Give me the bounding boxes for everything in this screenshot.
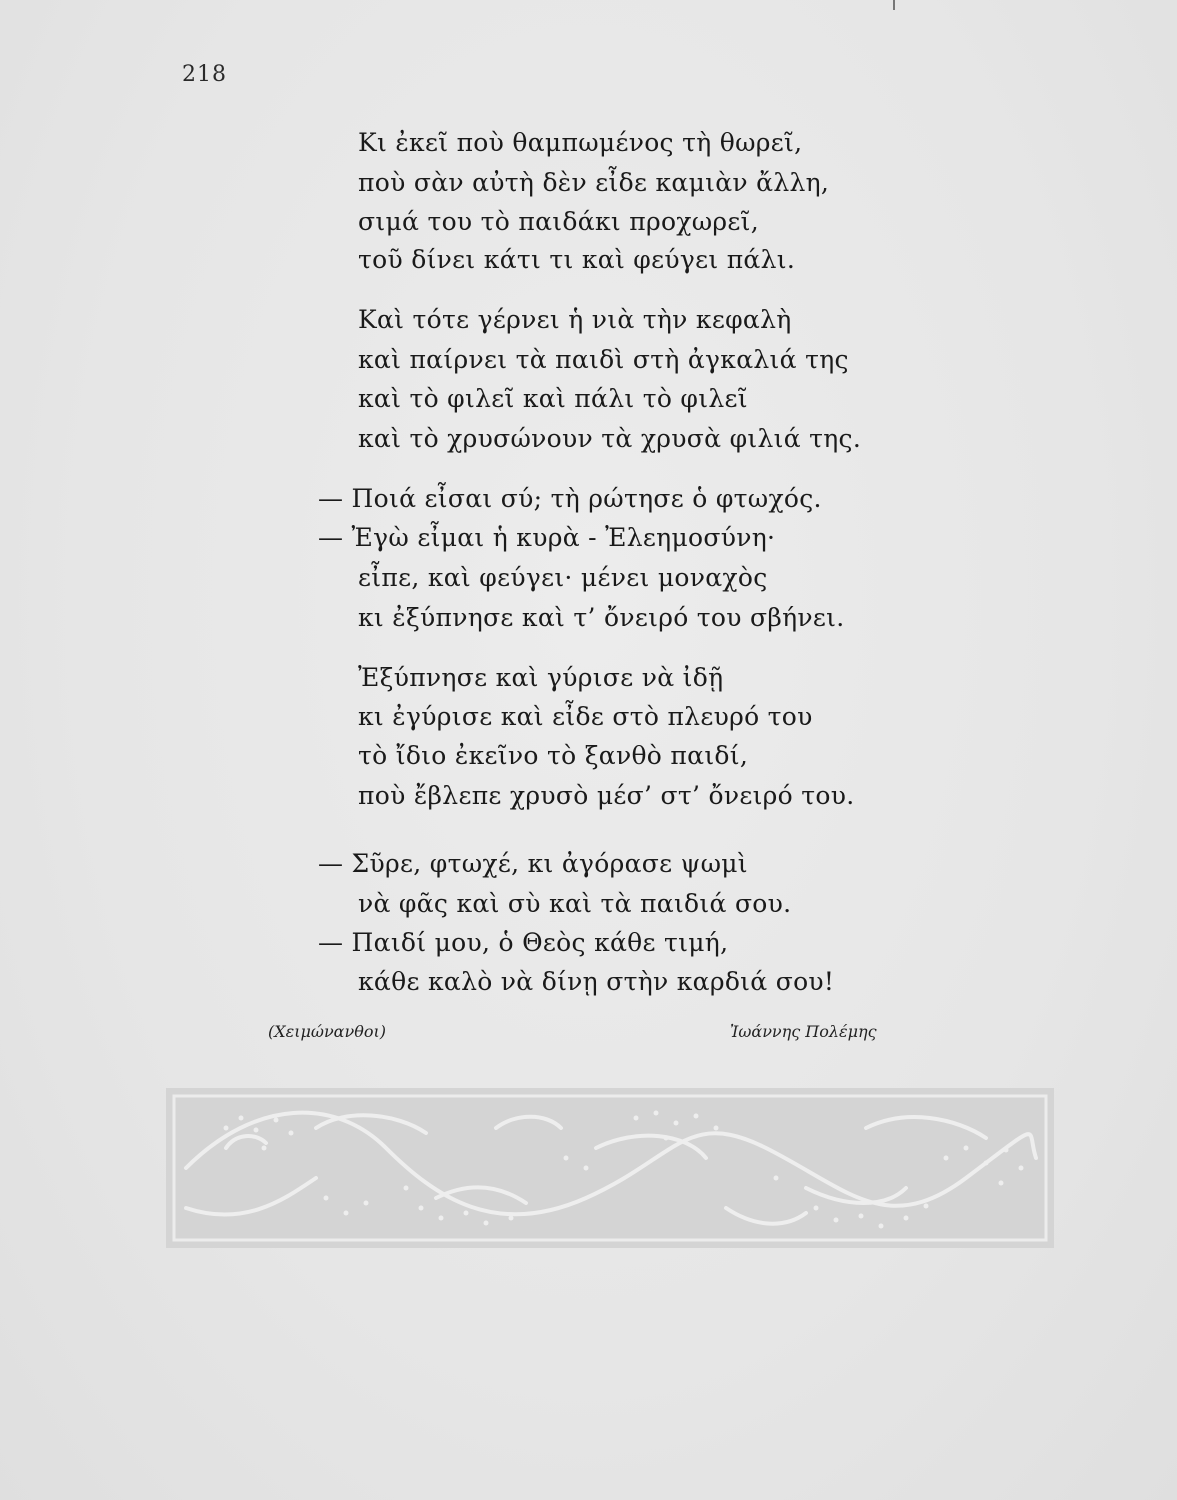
poem-line: καὶ παίρνει τὰ παιδὶ στὴ ἀγκαλιά της (358, 345, 849, 374)
poem-line: — Ἐγὼ εἶμαι ἡ κυρὰ - Ἐλεημοσύνη· (318, 523, 776, 552)
poem-source: (Χειμώνανθοι) (268, 1022, 386, 1041)
poem-line: καὶ τὸ χρυσώνουν τὰ χρυσὰ φιλιά της. (358, 424, 862, 453)
poem-line: κι ἐγύρισε καὶ εἶδε στὸ πλευρό του (358, 702, 813, 731)
poem-line: κι ἐξύπνησε καὶ τ’ ὄνειρό του σβήνει. (358, 603, 845, 632)
poem-line: — Ποιά εἶσαι σύ; τὴ ρώτησε ὁ φτωχός. (318, 484, 822, 513)
poem-line: Κι ἐκεῖ ποὺ θαμπωμένος τὴ θωρεῖ, (358, 128, 803, 157)
poem-line: — Παιδί μου, ὁ Θεὸς κάθε τιμή, (318, 928, 729, 957)
scan-mark (893, 0, 895, 10)
page-number: 218 (182, 62, 227, 87)
poem-line: ποὺ σὰν αὐτὴ δὲν εἶδε καμιὰν ἄλλη, (358, 168, 830, 197)
poem-line: σιμά του τὸ παιδάκι προχωρεῖ, (358, 207, 760, 236)
poem-line: νὰ φᾶς καὶ σὺ καὶ τὰ παιδιά σου. (358, 889, 792, 918)
poem-line: Καὶ τότε γέρνει ἡ νιὰ τὴν κεφαλὴ (358, 305, 792, 334)
poem-line: ποὺ ἔβλεπε χρυσὸ μέσ’ στ’ ὄνειρό του. (358, 781, 855, 810)
poem-line: καὶ τὸ φιλεῖ καὶ πάλι τὸ φιλεῖ (358, 384, 748, 413)
vine-ornament-icon (166, 1088, 1054, 1248)
poem-line: Ἐξύπνησε καὶ γύρισε νὰ ἰδῇ (358, 663, 724, 692)
poem-author: Ἰωάννης Πολέμης (730, 1022, 877, 1041)
poem-line: τὸ ἴδιο ἐκεῖνο τὸ ξανθὸ παιδί, (358, 741, 749, 770)
poem-line: εἶπε, καὶ φεύγει· μένει μοναχὸς (358, 563, 768, 592)
poem-line: κάθε καλὸ νὰ δίνῃ στὴν καρδιά σου! (358, 967, 835, 996)
poem-line: — Σῦρε, φτωχέ, κι ἀγόρασε ψωμὶ (318, 849, 748, 878)
poem-line: τοῦ δίνει κάτι τι καὶ φεύγει πάλι. (358, 245, 796, 274)
